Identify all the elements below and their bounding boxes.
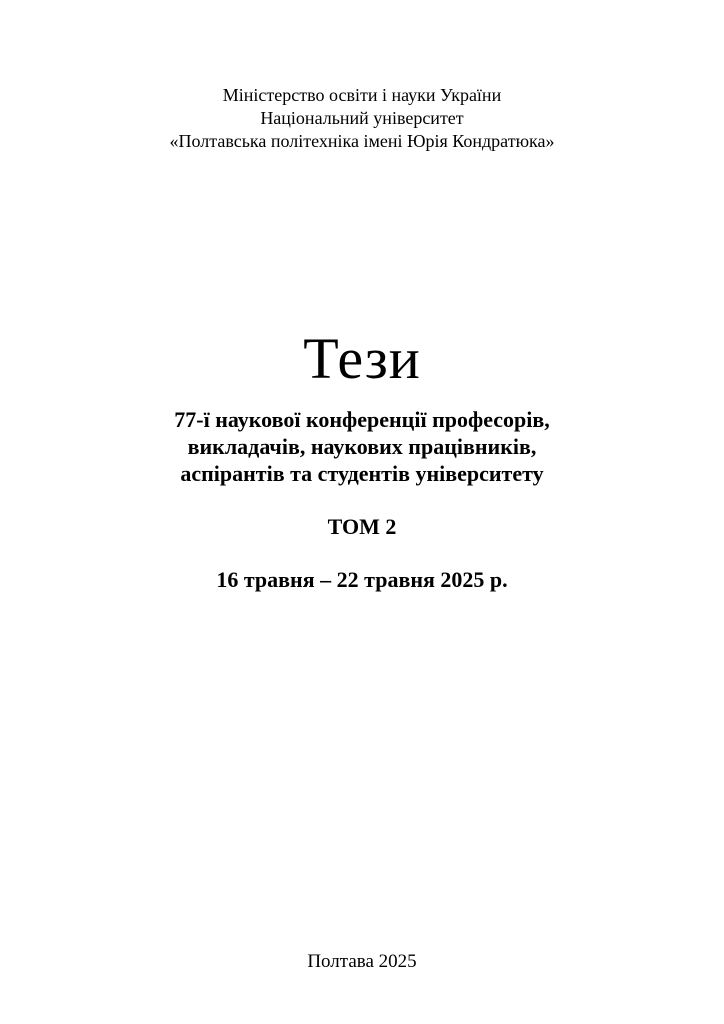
conference-dates: 16 травня – 22 травня 2025 р. [216,567,508,592]
subtitle-line: викладачів, наукових працівників, [187,434,537,459]
subtitle-line: аспірантів та студентів університету [180,461,544,486]
page-title: Тези [303,326,421,391]
subtitle-line: 77-ї наукової конференції професорів, [174,407,550,432]
conference-subtitle [0,406,724,487]
ministry-line: Міністерство освіти і науки України [222,85,502,105]
city-year-footer: Полтава 2025 [307,951,417,972]
volume-label: ТОМ 2 [327,514,397,539]
university-line: Національний університет [260,108,464,128]
university-name-line: «Полтавська політехніка імені Юрія Кондратюка» [169,131,555,151]
ministry-header [0,84,724,153]
